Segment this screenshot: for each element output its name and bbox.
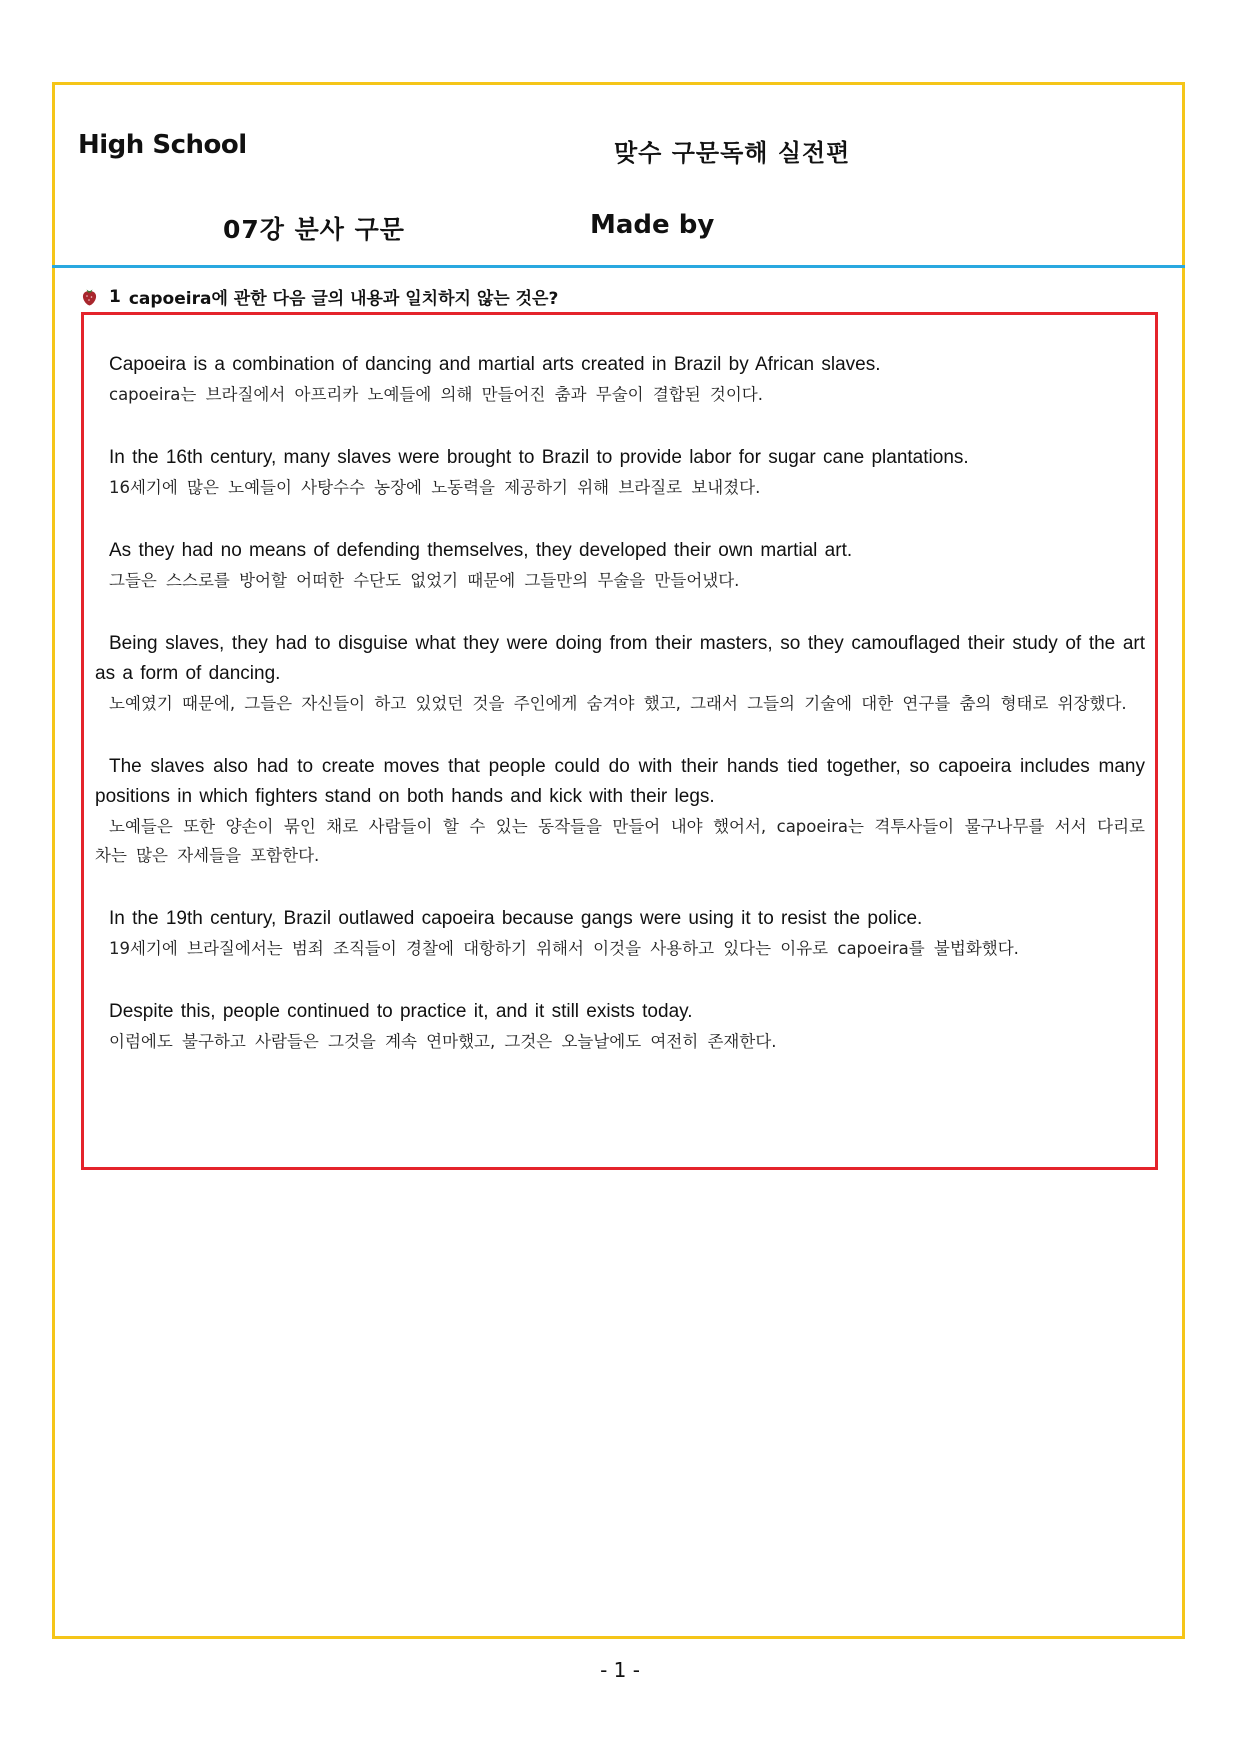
header-made-by: Made by xyxy=(590,210,715,240)
korean-translation: 19세기에 브라질에서는 범죄 조직들이 경찰에 대항하기 위해서 이것을 사용하고 있다는 이유로 capoeira를 불법화했다. xyxy=(109,939,1019,958)
page-number: - 1 - xyxy=(600,1658,640,1682)
passage-paragraph xyxy=(95,629,1145,718)
header-school: High School xyxy=(78,130,247,160)
question-number: 1 xyxy=(109,286,121,307)
english-sentence: In the 16th century, many slaves were brought to Brazil to provide labor for sugar cane plantations. xyxy=(109,447,969,468)
english-sentence: In the 19th century, Brazil outlawed capoeira because gangs were using it to resist the police. xyxy=(109,908,923,929)
korean-translation: 노예였기 때문에, 그들은 자신들이 하고 있었던 것을 주인에게 숨겨야 했고, 그래서 그들의 기술에 대한 연구를 춤의 형태로 위장했다. xyxy=(109,694,1127,713)
passage-content xyxy=(95,350,1145,1090)
english-sentence: Being slaves, they had to disguise what they were doing from their masters, so they camouflaged their study of the art as a form of dancing. xyxy=(95,633,1145,684)
korean-translation: capoeira는 브라질에서 아프리카 노예들에 의해 만들어진 춤과 무술이 결합된 것이다. xyxy=(109,385,763,404)
strawberry-bullet-icon xyxy=(82,288,97,306)
passage-box xyxy=(81,312,1158,1170)
header-book-title: 맞수 구문독해 실전편 xyxy=(614,139,851,167)
korean-translation: 그들은 스스로를 방어할 어떠한 수단도 없었기 때문에 그들만의 무술을 만들어냈다. xyxy=(109,571,740,590)
header-lesson-title: 07강 분사 구문 xyxy=(223,215,405,244)
passage-paragraph xyxy=(95,443,1145,502)
korean-translation: 이럼에도 불구하고 사람들은 그것을 계속 연마했고, 그것은 오늘날에도 여전히 존재한다. xyxy=(109,1032,777,1051)
korean-translation: 16세기에 많은 노예들이 사탕수수 농장에 노동력을 제공하기 위해 브라질로 보내졌다. xyxy=(109,478,761,497)
korean-translation: 노예들은 또한 양손이 묶인 채로 사람들이 할 수 있는 동작들을 만들어 내야 했어서, capoeira는 격투사들이 물구나무를 서서 다리로 차는 많은 자세들을 포함한다. xyxy=(95,817,1145,865)
header-divider xyxy=(52,265,1185,268)
question-text: capoeira에 관한 다음 글의 내용과 일치하지 않는 것은? xyxy=(128,289,559,309)
english-sentence: Capoeira is a combination of dancing and martial arts created in Brazil by African slaves. xyxy=(109,354,881,375)
passage-paragraph xyxy=(95,997,1145,1056)
english-sentence: As they had no means of defending themselves, they developed their own martial art. xyxy=(109,540,853,561)
passage-paragraph xyxy=(95,904,1145,963)
english-sentence: The slaves also had to create moves that people could do with their hands tied together, so capoeira includes many positions in which fighters stand on both hands and kick with their legs. xyxy=(95,756,1145,807)
english-sentence: Despite this, people continued to practice it, and it still exists today. xyxy=(109,1001,693,1022)
question-heading xyxy=(82,284,558,309)
passage-paragraph xyxy=(95,536,1145,595)
passage-paragraph xyxy=(95,350,1145,409)
passage-paragraph xyxy=(95,752,1145,870)
